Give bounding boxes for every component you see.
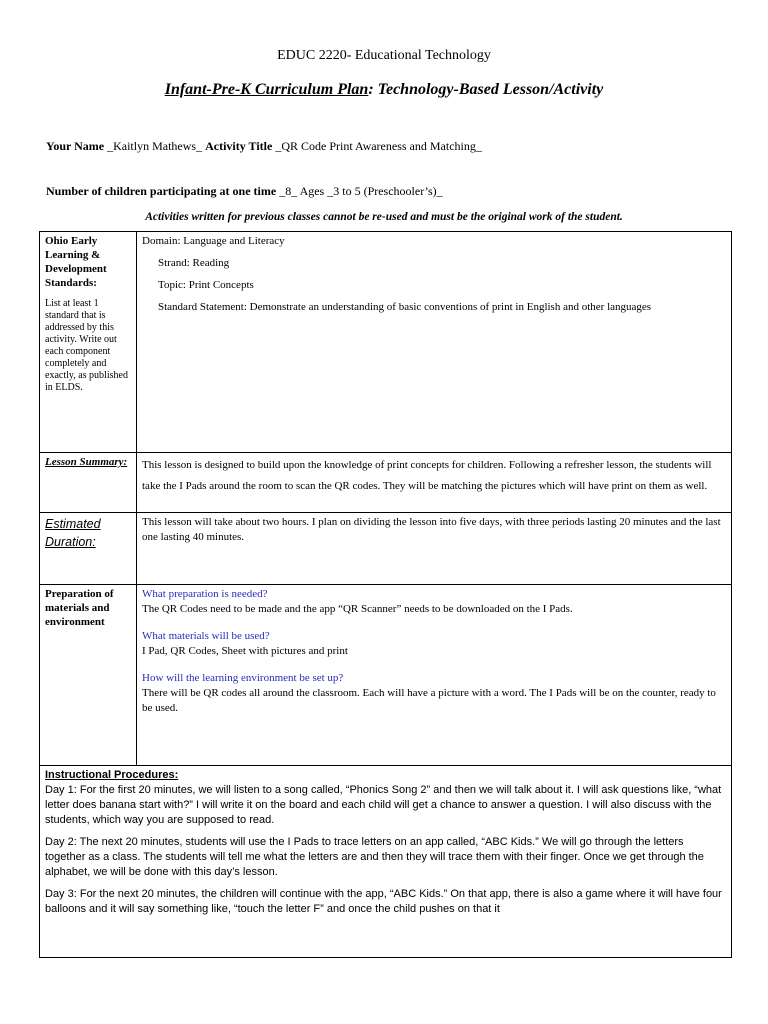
preparation-answer-3: There will be QR codes all around the classroom. Each will have a picture with a word. The I Pads will be on the counter, ready to be used. [142,687,716,714]
standards-statement: Standard Statement: Demonstrate an understanding of basic conventions of print in English and other languages [158,301,652,313]
preparation-label: Preparation of materials and environment [45,588,114,628]
preparation-question-1: What preparation is needed? [142,588,268,600]
standards-label: Ohio Early Learning & Development Standards: [45,235,107,289]
duration-content-cell [137,513,732,585]
standards-topic: Topic: Print Concepts [158,279,254,291]
plan-title-sub: : Technology-Based Lesson/Activity [368,81,604,98]
preparation-label-cell [40,585,137,766]
procedures-heading: Instructional Procedures: [45,769,179,781]
duration-text: This lesson will take about two hours. I plan on dividing the lesson into five days, with three periods lasting 20 minutes and the last one lasting 40 minutes. [142,516,721,543]
course-title: EDUC 2220- Educational Technology [277,48,491,63]
name-value: _Kaitlyn Mathews_ [104,139,206,153]
activity-title-label: Activity Title [205,139,273,153]
ages-value: _3 to 5 (Preschooler’s)_ [324,184,443,198]
children-ages-line [46,184,443,199]
ages-label: Ages [299,184,325,198]
preparation-question-2: What materials will be used? [142,630,270,642]
preparation-answer-2: I Pad, QR Codes, Sheet with pictures and print [142,645,348,657]
duration-label: Estimated Duration: [45,517,101,549]
plan-title [0,81,768,99]
procedures-row [40,766,732,958]
children-count-label: Number of children participating at one time [46,184,277,198]
standards-row [40,232,732,453]
summary-content-cell [137,453,732,513]
preparation-question-3: How will the learning environment be set up? [142,672,344,684]
preparation-content-cell [137,585,732,766]
children-count-value: _8_ [276,184,300,198]
standards-content-cell [137,232,732,453]
standards-domain: Domain: Language and Literacy [142,235,285,247]
standards-label-cell [40,232,137,453]
preparation-row [40,585,732,766]
procedures-cell [40,766,732,958]
lesson-plan-table [39,231,732,958]
procedure-day-1: Day 1: For the first 20 minutes, we will listen to a song called, “Phonics Song 2” and then we will talk about it. I will ask questions like, “what letter does banana start with?” I will write it on the board and each child will get a chance to answer a question. I will also discuss with the students, which way you are supposed to read. [45,784,722,826]
procedure-day-2: Day 2: The next 20 minutes, students will use the I Pads to trace letters on an app called, “ABC Kids.” We will go through the letters together as a class. The students will tell me what the letters are and then they will trace them with their finger. Once we get through the alphabet, we will be done with this day’s lesson. [45,836,704,878]
duration-row [40,513,732,585]
activity-title-value: _QR Code Print Awareness and Matching_ [272,139,482,153]
summary-text: This lesson is designed to build upon the knowledge of print concepts for children. Following a refresher lesson, the students will take the I Pads around the room to scan the QR codes. They will be matching the pictures which will have print on them as well. [142,459,712,492]
name-activity-line [46,139,482,154]
name-label: Your Name [46,139,105,153]
originality-notice: Activities written for previous classes cannot be re-used and must be the original work of the student. [145,211,623,223]
duration-label-cell [40,513,137,585]
summary-row [40,453,732,513]
standards-strand: Strand: Reading [158,257,230,269]
plan-title-main: Infant-Pre-K Curriculum Plan [164,81,369,98]
summary-label-cell [40,453,137,513]
preparation-answer-1: The QR Codes need to be made and the app “QR Scanner” needs to be downloaded on the I Pads. [142,603,573,615]
standards-instructions: List at least 1 standard that is addressed by this activity. Write out each component completely and exactly, as published in ELDS. [45,298,128,393]
procedure-day-3: Day 3: For the next 20 minutes, the children will continue with the app, “ABC Kids.” On that app, there is also a game where it will have four balloons and it will say something like, “touch the letter F” and once the child pushes on that it [45,888,722,915]
summary-label: Lesson Summary: [45,456,128,468]
